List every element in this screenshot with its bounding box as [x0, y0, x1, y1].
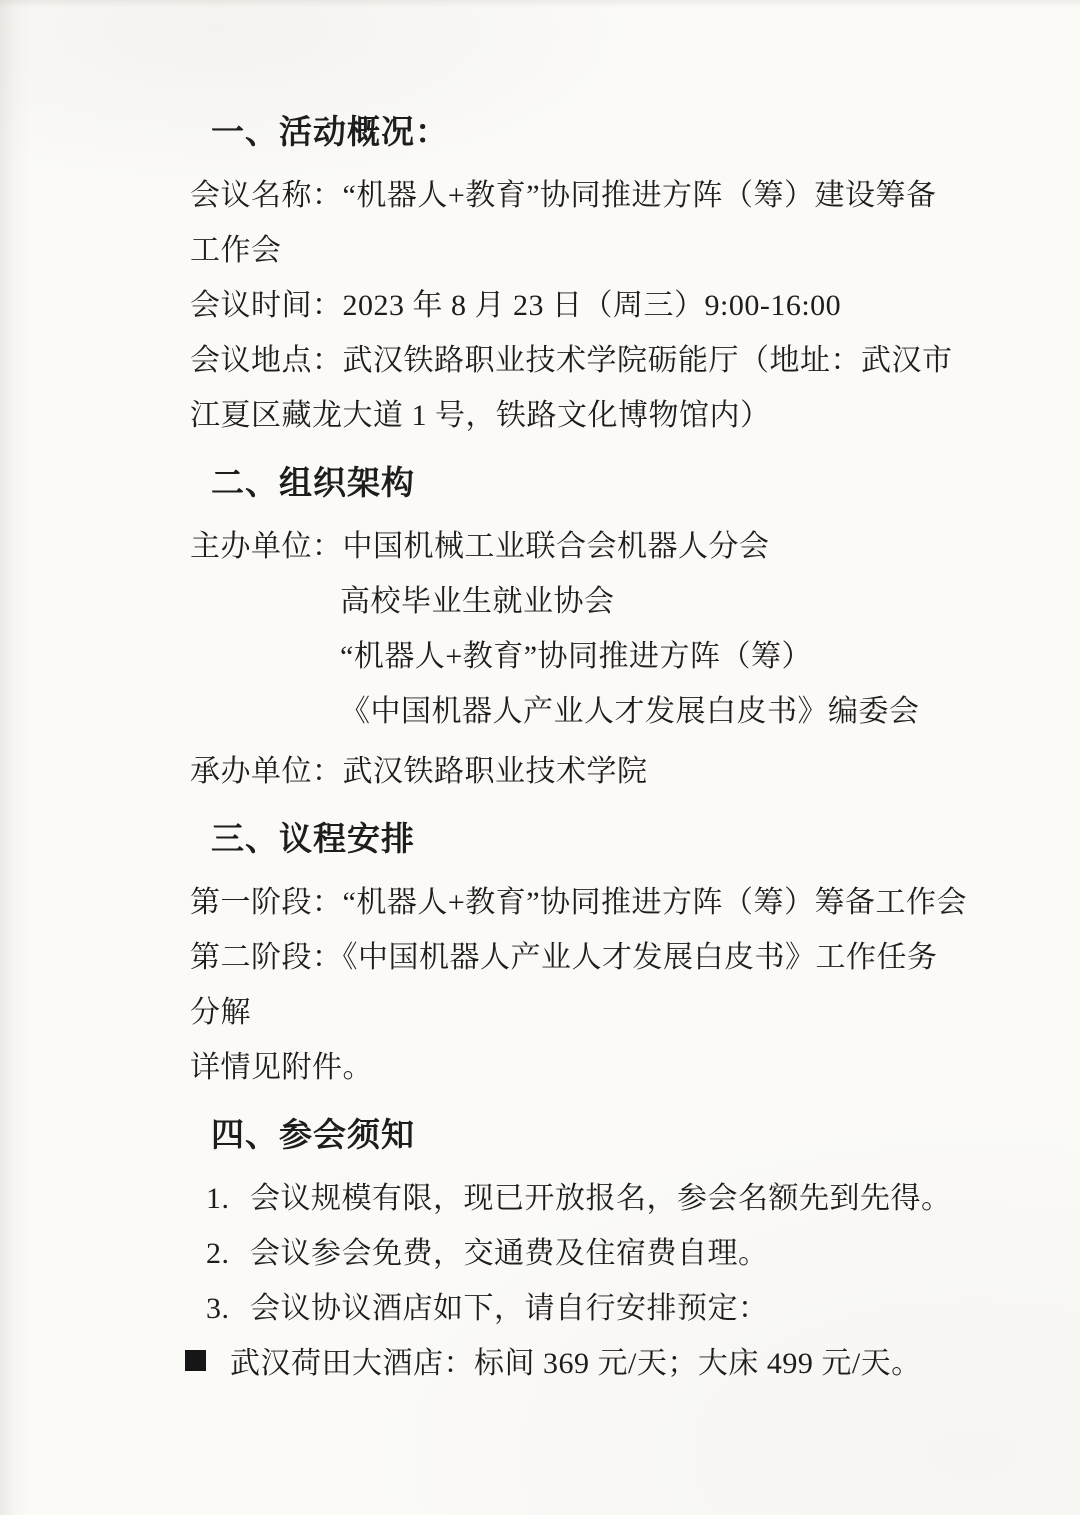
notice-item-2: [190, 1226, 962, 1281]
section-agenda: [190, 811, 968, 1095]
meeting-time-line: 会议时间：2023 年 8 月 23 日（周三）9:00-16:00: [190, 289, 842, 322]
section-agenda-heading: 三、议程安排: [211, 820, 415, 857]
hotel-line-text: 武汉荷田大酒店：标间 369 元/天；大床 499 元/天。: [230, 1347, 922, 1380]
meeting-name-line-1: 会议名称：“机器人+教育”协同推进方阵（筹）建设筹备: [190, 179, 937, 212]
meeting-place-line-2: 江夏区藏龙大道 1 号，铁路文化博物馆内）: [190, 399, 771, 432]
meeting-place-line-1: 会议地点：武汉铁路职业技术学院砺能厅（地址：武汉市: [190, 344, 953, 377]
hosts-line-1: 主办单位：中国机械工业联合会机器人分会: [190, 530, 770, 563]
section-organization: [190, 455, 962, 799]
hosts-line-2: 高校毕业生就业协会: [340, 585, 615, 618]
agenda-stage-2-line-1: 第二阶段：《中国机器人产业人才发展白皮书》工作任务: [190, 941, 938, 974]
hosts-line-4: 《中国机器人产业人才发展白皮书》编委会: [340, 695, 920, 728]
agenda-stage-2-line-2: 分解: [190, 996, 251, 1029]
meeting-name-line-2: 工作会: [190, 234, 282, 267]
notice-item-3-number: 3.: [206, 1292, 230, 1325]
notice-item-1-number: 1.: [206, 1182, 230, 1215]
notice-item-1-text: 会议规模有限，现已开放报名，参会名额先到先得。: [250, 1182, 952, 1215]
bullet-square-icon: [185, 1350, 206, 1371]
section-notice: [190, 1107, 962, 1391]
organizer-line: 承办单位：武汉铁路职业技术学院: [190, 755, 648, 788]
notice-item-3: [190, 1281, 962, 1336]
agenda-stage-1-line: 第一阶段：“机器人+教育”协同推进方阵（筹）筹备工作会: [190, 886, 968, 919]
hotel-bullet-line: [185, 1336, 962, 1391]
notice-item-1: [190, 1171, 962, 1226]
hosts-line-3: “机器人+教育”协同推进方阵（筹）: [340, 640, 813, 673]
section-overview-heading: 一、活动概况：: [211, 113, 449, 150]
agenda-details-line: 详情见附件。: [190, 1051, 373, 1084]
section-overview: [190, 104, 962, 443]
notice-item-2-number: 2.: [206, 1237, 230, 1270]
notice-item-2-text: 会议参会免费，交通费及住宿费自理。: [250, 1237, 769, 1270]
notice-item-3-text: 会议协议酒店如下，请自行安排预定：: [250, 1292, 769, 1325]
section-organization-heading: 二、组织架构: [211, 464, 415, 501]
section-notice-heading: 四、参会须知: [211, 1116, 415, 1153]
